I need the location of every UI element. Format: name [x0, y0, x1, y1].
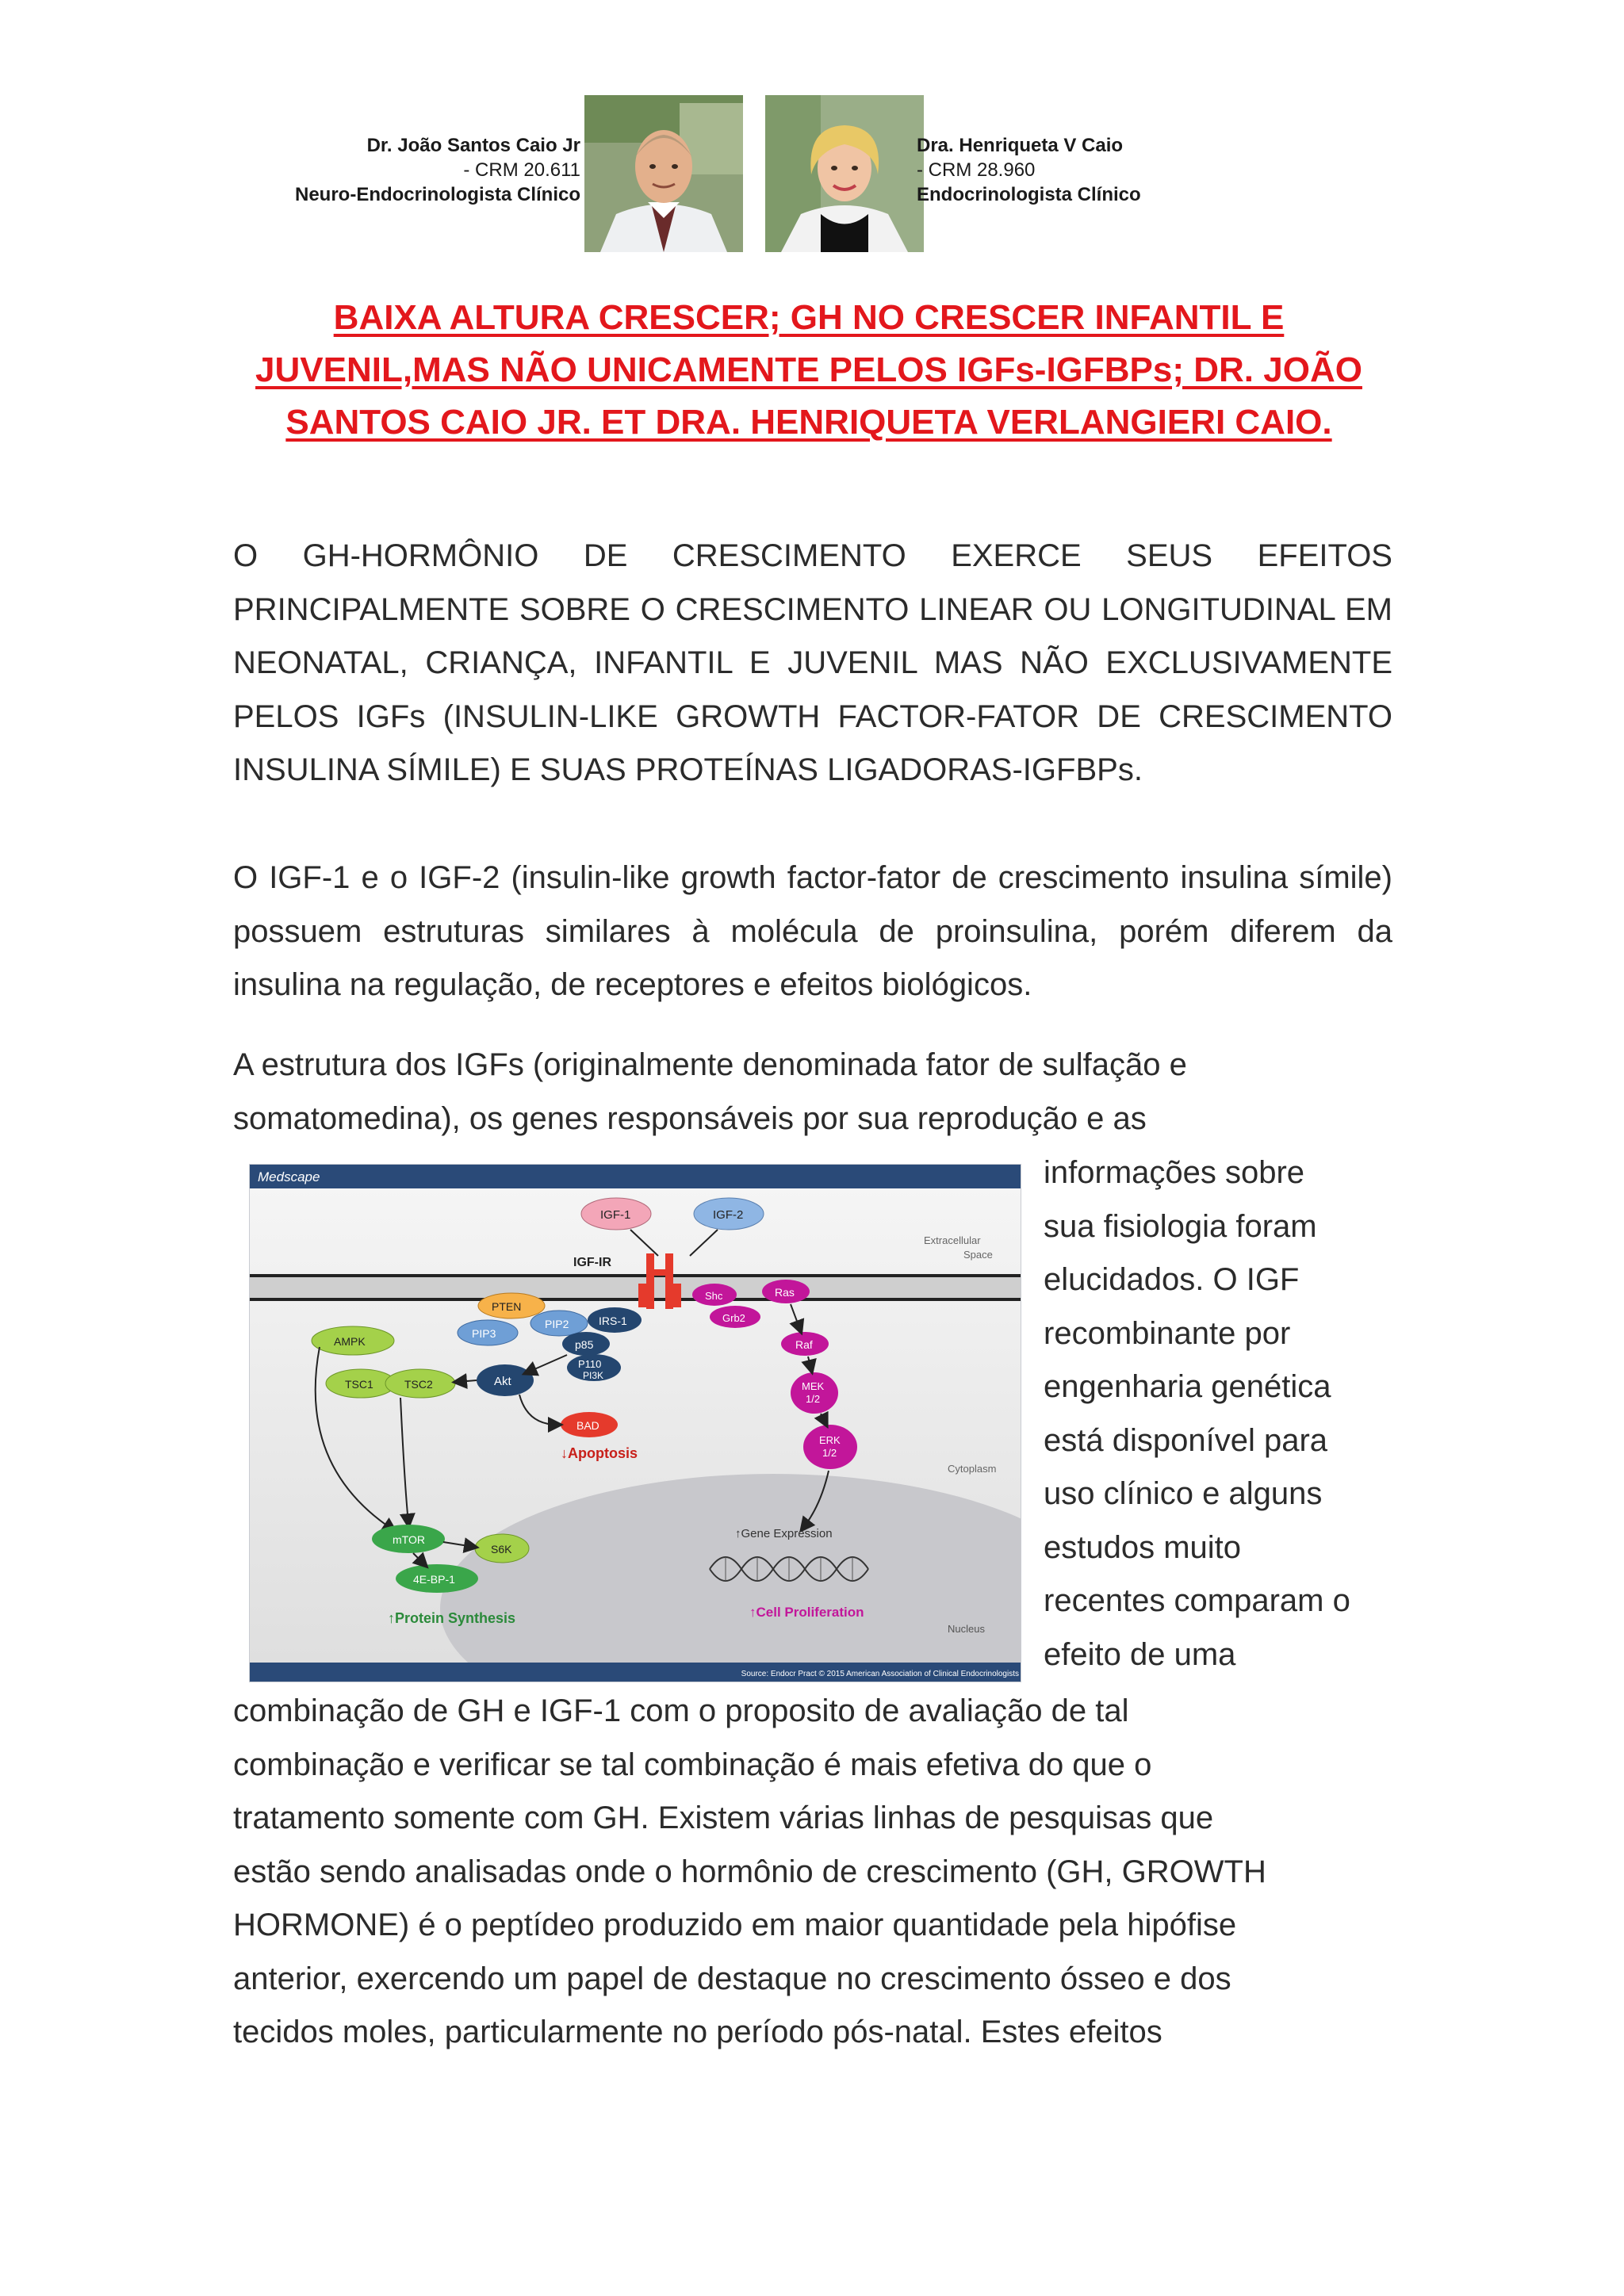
title-line-2: JUVENIL,MAS NÃO UNICAMENTE PELOS IGFs-IGFBPs; DR. JOÃO — [255, 350, 1362, 389]
title-line-3: SANTOS CAIO JR. ET DRA. HENRIQUETA VERLANGIERI CAIO. — [285, 403, 1332, 442]
doctor-left-crm: - CRM 20.611 — [463, 159, 580, 181]
doctor-right-name: Dra. Henriqueta V Caio — [917, 135, 1124, 156]
paragraph-1: O GH-HORMÔNIO DE CRESCIMENTO EXERCE SEUS EFEITOS PRINCIPALMENTE SOBRE O CRESCIMENTO LINEAR OU LONGITUDINAL EM NEONATAL, CRIANÇA, INFANTIL E JUVENIL MAS NÃO EXCLUSIVAMENTE PELOS IGFs (INSULIN-LIKE GROWTH FACTOR-FATOR DE CRESCIMENTO INSULINA SÍMILE) E SUAS PROTEÍNAS LIGADORAS-IGFBPs. — [233, 538, 1392, 787]
doctor-right-crm: - CRM 28.960 — [917, 159, 1036, 181]
doctor-right-info — [917, 133, 1250, 207]
paragraph-4-line: estão sendo analisadas onde o hormônio de crescimento (GH, GROWTH — [233, 1854, 1266, 1889]
label-tsc2: TSC2 — [404, 1378, 433, 1391]
figure-header-bar — [250, 1165, 1021, 1188]
side-line: engenharia genética — [1044, 1369, 1331, 1404]
paragraph-4-line: HORMONE) é o peptídeo produzido em maior quantidade pela hipófise — [233, 1908, 1237, 1942]
label-4ebp1: 4E-BP-1 — [413, 1573, 455, 1586]
side-line: está disponível para — [1044, 1422, 1328, 1458]
paragraph-4-line: anterior, exercendo um papel de destaque no crescimento ósseo e dos — [233, 1961, 1231, 1996]
label-igf2: IGF-2 — [713, 1208, 744, 1222]
label-mek: MEK — [802, 1380, 825, 1392]
label-tsc1: TSC1 — [345, 1378, 373, 1391]
doctor-left-info — [238, 133, 580, 207]
label-irs1: IRS-1 — [599, 1314, 627, 1327]
igf-signaling-figure — [249, 1164, 1021, 1682]
side-line: informações sobre — [1044, 1155, 1305, 1190]
label-ras: Ras — [775, 1286, 795, 1299]
doctor-left-specialty: Neuro-Endocrinologista Clínico — [294, 184, 580, 205]
figure-source: Source: Endocr Pract © 2015 American Association of Clinical Endocrinologists — [741, 1670, 1019, 1678]
label-pip2: PIP2 — [545, 1318, 569, 1330]
doctor-left-photo — [584, 95, 743, 252]
doctor-left-name: Dr. João Santos Caio Jr — [366, 135, 580, 156]
label-ampk: AMPK — [334, 1335, 366, 1348]
label-grb2: Grb2 — [722, 1312, 745, 1324]
label-mtor: mTOR — [393, 1533, 425, 1546]
label-cell-proliferation: ↑Cell Proliferation — [749, 1605, 864, 1620]
side-line: recombinante por — [1044, 1315, 1291, 1351]
label-pten: PTEN — [492, 1300, 522, 1313]
label-protein-synthesis: ↑Protein Synthesis — [388, 1610, 516, 1626]
label-mek-sub: 1/2 — [806, 1393, 821, 1405]
label-gene-expression: ↑Gene Expression — [735, 1527, 833, 1540]
label-igf1: IGF-1 — [600, 1208, 631, 1222]
label-nucleus: Nucleus — [948, 1623, 985, 1635]
doctor-right-specialty: Endocrinologista Clínico — [917, 184, 1141, 205]
label-apoptosis: ↓Apoptosis — [561, 1445, 638, 1461]
paragraph-3-line-2: somatomedina), os genes responsáveis por sua reprodução e as — [233, 1100, 1147, 1136]
paragraph-4-line: combinação de GH e IGF-1 com o proposito de avaliação de tal — [233, 1693, 1129, 1728]
label-p110: P110 — [578, 1358, 602, 1370]
label-raf: Raf — [795, 1338, 813, 1351]
paragraph-3-intro — [233, 1039, 1392, 1146]
side-line: uso clínico e alguns — [1044, 1476, 1323, 1511]
paragraph-4-line: tratamento somente com GH. Existem várias linhas de pesquisas que — [233, 1800, 1214, 1835]
side-line: efeito de uma — [1044, 1636, 1236, 1672]
paragraph-4-line: tecidos moles, particularmente no período pós-natal. Estes efeitos — [233, 2015, 1162, 2049]
paragraph-3-line-1: A estrutura dos IGFs (originalmente denominada fator de sulfação e — [233, 1047, 1187, 1082]
label-bad: BAD — [576, 1419, 599, 1432]
paragraph-3-side — [1044, 1146, 1408, 1682]
side-line: sua fisiologia foram — [1044, 1208, 1317, 1244]
paragraph-4-line: combinação e verificar se tal combinação é mais efetiva do que o — [233, 1747, 1152, 1782]
side-line: elucidados. O IGF — [1044, 1262, 1300, 1297]
label-akt: Akt — [494, 1375, 511, 1388]
page-title — [222, 292, 1396, 449]
label-erk: ERK — [819, 1434, 841, 1446]
side-line: estudos muito — [1044, 1529, 1242, 1565]
doctor-right-photo — [765, 95, 924, 252]
label-p85: p85 — [575, 1338, 594, 1351]
label-igf1r: IGF-IR — [573, 1256, 611, 1269]
label-extracellular: Extracellular — [924, 1234, 981, 1246]
label-s6k: S6K — [491, 1543, 512, 1556]
paragraph-2: O IGF-1 e o IGF-2 (insulin-like growth factor-fator de crescimento insulina símile) possuem estruturas similares à molécula de proinsulina, porém diferem da insulina na regulação, de receptores e efeitos biológicos. — [233, 860, 1392, 1002]
label-pip3: PIP3 — [472, 1327, 496, 1340]
paragraph-4 — [233, 1685, 1392, 2060]
label-pi3k: PI3K — [583, 1370, 604, 1381]
label-erk-sub: 1/2 — [822, 1447, 837, 1459]
label-cytoplasm: Cytoplasm — [948, 1463, 997, 1475]
figure-brand: Medscape — [258, 1169, 320, 1184]
label-shc: Shc — [705, 1290, 723, 1302]
side-line: recentes comparam o — [1044, 1583, 1350, 1618]
title-line-1: BAIXA ALTURA CRESCER; GH NO CRESCER INFANTIL E — [333, 298, 1285, 337]
label-space: Space — [963, 1249, 993, 1261]
